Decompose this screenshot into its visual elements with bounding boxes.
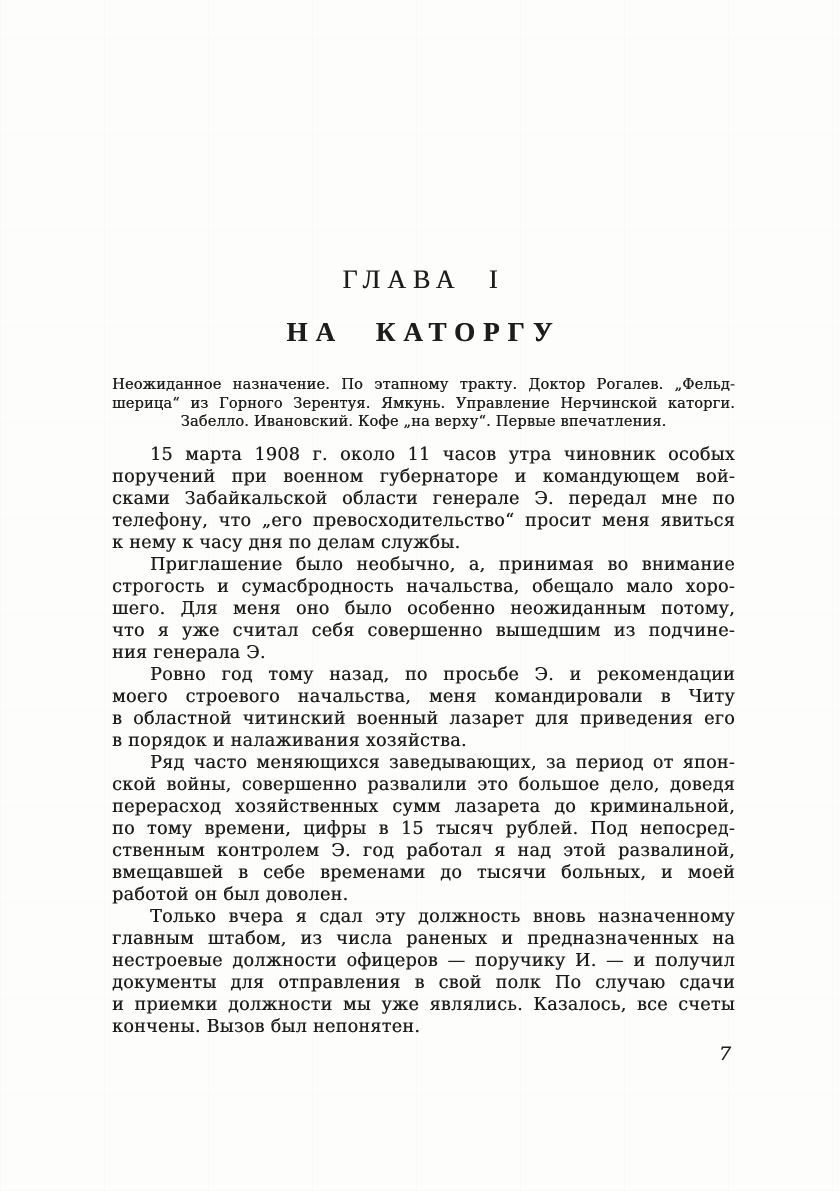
text-line: поручений при военном губернаторе и командующем вой- <box>112 467 735 487</box>
text-line: телефону, что „его превосходительство“ просит меня явиться <box>112 511 735 531</box>
body-text <box>112 444 735 1038</box>
page-number: 7 <box>718 1043 731 1065</box>
chapter-summary <box>112 376 735 432</box>
summary-line: Забелло. Ивановский. Кофе „на верху“. Первые впечатления. <box>180 414 667 430</box>
text-line: моего строевого начальства, меня командировали в Читу <box>112 687 735 707</box>
text-line: сками Забайкальской области генерале Э. передал мне по <box>112 489 735 509</box>
text-line: кончены. Вызов был непонятен. <box>112 1017 421 1037</box>
paragraph <box>112 906 735 1038</box>
text-line: строгость и сумасбродность начальства, обещало мало хоро- <box>112 577 735 597</box>
summary-line: Неожиданное назначение. По этапному тракту. Доктор Рогалев. „Фельд- <box>112 377 735 393</box>
paragraph <box>112 554 735 664</box>
text-line: перерасход хозяйственных сумм лазарета до криминальной, <box>112 797 735 817</box>
text-line: Приглашение было необычно, а, принимая во внимание <box>150 555 735 575</box>
text-line: ния генерала Э. <box>112 643 266 663</box>
text-line: нестроевые должности офицеров — поручику И. — и получил <box>112 951 735 971</box>
text-line: в областной читинский военный лазарет для приведения его <box>112 709 735 729</box>
text-line: 15 марта 1908 г. около 11 часов утра чиновник особых <box>150 445 735 465</box>
text-line: ской войны, совершенно развалили это большое дело, доведя <box>112 775 735 795</box>
chapter-heading: ГЛАВА I <box>342 265 505 294</box>
text-line: в порядок и налаживания хозяйства. <box>112 731 467 751</box>
text-line: Ровно год тому назад, по просьбе Э. и рекомендации <box>150 665 735 685</box>
text-line: по тому времени, цифры в 15 тысяч рублей. Под непосред- <box>112 819 735 839</box>
paragraph <box>112 444 735 554</box>
text-line: Только вчера я сдал эту должность вновь назначенному <box>150 907 735 927</box>
summary-line: шерица“ из Горного Зерентуя. Ямкунь. Управление Нерчинской каторги. <box>112 395 735 412</box>
text-line: Ряд часто меняющихся заведывающих, за период от япон- <box>150 753 735 773</box>
text-line: документы для отправления в свой полк По случаю сдачи <box>112 973 735 993</box>
chapter-subtitle: НА КАТОРГУ <box>286 317 561 347</box>
text-line: что я уже считал себя совершенно вышедшим из подчине- <box>112 621 735 641</box>
text-line: к нему к часу дня по делам службы. <box>112 533 461 553</box>
text-line: вмещавшей в себе временами до тысячи больных, и моей <box>112 863 735 883</box>
text-line: и приемки должности мы уже являлись. Казалось, все счеты <box>112 995 735 1015</box>
paragraph <box>112 752 735 906</box>
text-line: ственным контролем Э. год работал я над этой развалиной, <box>112 841 735 861</box>
text-line: работой он был доволен. <box>112 885 349 905</box>
text-line: главным штабом, из числа раненых и предназначенных на <box>112 929 735 949</box>
text-line: шего. Для меня оно было особенно неожиданным потому, <box>112 599 735 619</box>
paragraph <box>112 664 735 752</box>
